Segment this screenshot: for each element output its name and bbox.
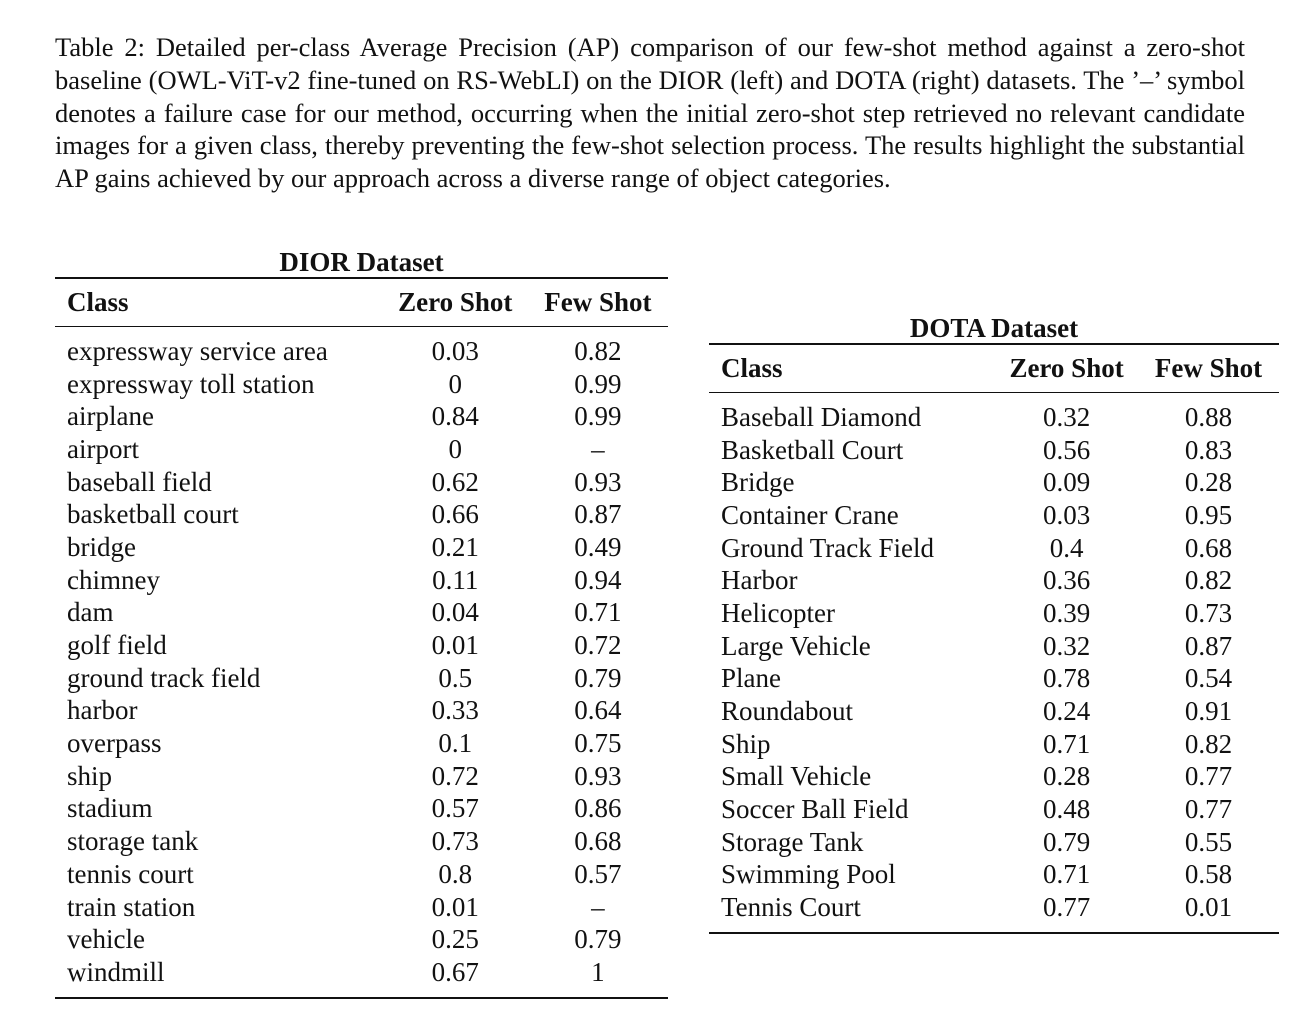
table-cell: 0.72 <box>574 630 622 661</box>
table-cell: 0.28 <box>1184 467 1233 498</box>
table-cell: 0.82 <box>574 335 622 366</box>
table-cell: 0.77 <box>1184 794 1233 825</box>
table-cell: Tennis Court <box>721 892 861 923</box>
dota-body <box>709 393 1279 934</box>
table-cell: 0 <box>448 368 462 399</box>
column-header: Class <box>721 353 783 383</box>
table-row <box>55 858 668 891</box>
table-row <box>55 891 668 924</box>
table-row <box>55 629 668 662</box>
table-row <box>55 498 668 531</box>
table-cell: 0.56 <box>1042 434 1091 465</box>
table-cell: 0.66 <box>431 499 479 530</box>
table-row <box>55 368 668 401</box>
table-cell: 0.39 <box>1042 597 1091 628</box>
column-header: Zero Shot <box>1009 353 1124 383</box>
table-cell: 0.87 <box>574 499 622 530</box>
column-header: Class <box>67 287 129 317</box>
table-cell: 0.11 <box>432 564 479 595</box>
table-row <box>709 761 1279 794</box>
table-row <box>709 466 1279 499</box>
column-header: Few Shot <box>1154 353 1263 383</box>
table-cell: windmill <box>67 956 165 987</box>
table-cell: 0.21 <box>431 531 479 562</box>
dior-header-row <box>55 279 668 327</box>
table-cell: 0.93 <box>574 760 622 791</box>
table-cell: Ship <box>721 728 771 759</box>
table-cell: 0.4 <box>1049 532 1084 563</box>
table-cell: Helicopter <box>721 597 835 628</box>
table-row <box>55 564 668 597</box>
table-cell: Soccer Ball Field <box>721 794 909 825</box>
table-cell: Roundabout <box>721 696 853 727</box>
table-cell: 0.01 <box>431 630 479 661</box>
table-cell: airport <box>67 433 139 464</box>
table-cell: chimney <box>67 564 160 595</box>
table-cell: baseball field <box>67 466 212 497</box>
table-cell: 0.99 <box>574 401 622 432</box>
table-cell: 0.04 <box>431 597 479 628</box>
table-cell: 0.82 <box>1184 565 1233 596</box>
table-cell: airplane <box>67 401 154 432</box>
table-cell: 0.58 <box>1184 859 1233 890</box>
table-cell: 0.84 <box>431 401 479 432</box>
table-cell: 0.77 <box>1042 892 1091 923</box>
table-cell: Plane <box>721 663 781 694</box>
table-row <box>709 859 1279 892</box>
table-row <box>709 663 1279 696</box>
table-cell: 0.79 <box>574 924 622 955</box>
table-row <box>709 434 1279 467</box>
column-header: Few Shot <box>544 287 652 317</box>
table-row <box>55 923 668 956</box>
table-cell: 0.48 <box>1042 794 1091 825</box>
table-cell: 0.8 <box>438 858 473 889</box>
table-cell: 0.57 <box>574 858 622 889</box>
table-row <box>55 597 668 630</box>
table-cell: dam <box>67 597 114 628</box>
table-row <box>55 335 668 368</box>
table-cell: Basketball Court <box>721 434 904 465</box>
table-cell: 0.86 <box>574 793 622 824</box>
table-row <box>55 433 668 466</box>
table-cell: 0.73 <box>431 826 479 857</box>
table-cell: Storage Tank <box>721 826 864 857</box>
table-row <box>55 956 668 989</box>
table-cell: Large Vehicle <box>721 630 871 661</box>
table-cell: 0.32 <box>1042 630 1091 661</box>
table-cell: 0.01 <box>431 891 479 922</box>
table-cell: expressway toll station <box>67 368 315 399</box>
table-cell: 0.01 <box>1184 892 1233 923</box>
table-cell: expressway service area <box>67 335 328 366</box>
table-cell: 0.71 <box>1042 859 1091 890</box>
table-cell: 0.64 <box>574 695 622 726</box>
table-row <box>55 825 668 858</box>
table-cell: ship <box>67 760 113 791</box>
table-row <box>709 826 1279 859</box>
table-cell: 0 <box>448 433 462 464</box>
table-cell: Bridge <box>721 467 795 498</box>
table-cell: vehicle <box>67 924 145 955</box>
table-cell: golf field <box>67 630 167 661</box>
table-cell: basketball court <box>67 499 239 530</box>
dior-title: DIOR Dataset <box>279 247 444 277</box>
dior-body <box>55 327 668 999</box>
table-cell: 0.68 <box>574 826 622 857</box>
table-cell: 0.55 <box>1184 826 1233 857</box>
table-cell: 0.77 <box>1184 761 1233 792</box>
table-row <box>709 891 1279 924</box>
table-cell: 0.32 <box>1042 401 1091 432</box>
table-cell: 0.99 <box>574 368 622 399</box>
table-cell: 0.79 <box>574 662 622 693</box>
table-row <box>55 695 668 728</box>
table-row <box>709 597 1279 630</box>
table-cell: 0.75 <box>574 728 622 759</box>
table-cell: 0.5 <box>438 662 473 693</box>
table-row <box>55 662 668 695</box>
table-cell: 0.1 <box>438 728 473 759</box>
table-cell: Harbor <box>721 565 798 596</box>
table-cell: 0.62 <box>431 466 479 497</box>
table-row <box>709 728 1279 761</box>
table-row <box>55 466 668 499</box>
table-cell: ground track field <box>67 662 261 693</box>
table-cell: stadium <box>67 793 153 824</box>
table-cell: train station <box>67 891 196 922</box>
table-cell: harbor <box>67 695 138 726</box>
table-cell: Container Crane <box>721 499 899 530</box>
table-cell: 0.03 <box>1042 499 1091 530</box>
dota-title: DOTA Dataset <box>909 313 1079 343</box>
table-cell: 0.88 <box>1184 401 1233 432</box>
dior-table <box>55 247 668 999</box>
table-row <box>709 532 1279 565</box>
column-header: Zero Shot <box>398 287 513 317</box>
table-cell: tennis court <box>67 858 194 889</box>
table-cell: – <box>591 433 605 464</box>
table-row <box>709 695 1279 728</box>
table-cell: 0.36 <box>1042 565 1091 596</box>
table-cell: 0.57 <box>431 793 479 824</box>
table-caption: Table 2: Detailed per-class Average Precision (AP) comparison of our few-shot method against a zero-shot baseline (OWL-ViT-v2 fine-tuned on RS-WebLI) on the DIOR (left) and DOTA (right) datasets. The ’–’ symbol denotes a failure case for our method, occurring when the initial zero-shot step retrieved no relevant candidate images for a given class, thereby preventing the few-shot selection process. The results highlight the substantial AP gains achieved by our approach across a diverse range of object categories. <box>55 32 1245 194</box>
table-cell: Small Vehicle <box>721 761 872 792</box>
table-cell: bridge <box>67 531 136 562</box>
table-row <box>709 630 1279 663</box>
table-cell: 0.71 <box>574 597 622 628</box>
table-row <box>709 793 1279 826</box>
table-cell: 0.91 <box>1184 696 1233 727</box>
table-cell: 1 <box>591 956 605 987</box>
table-row <box>709 564 1279 597</box>
table-cell: overpass <box>67 728 162 759</box>
table-cell: 0.25 <box>431 924 479 955</box>
table-cell: 0.54 <box>1184 663 1233 694</box>
table-cell: 0.95 <box>1184 499 1233 530</box>
table-cell: 0.82 <box>1184 728 1233 759</box>
table-cell: 0.03 <box>431 335 479 366</box>
table-cell: 0.28 <box>1042 761 1091 792</box>
table-row <box>55 793 668 826</box>
table-cell: 0.09 <box>1042 467 1091 498</box>
table-cell: 0.87 <box>1184 630 1233 661</box>
table-cell: 0.67 <box>431 956 479 987</box>
table-cell: 0.71 <box>1042 728 1091 759</box>
table-cell: 0.94 <box>574 564 622 595</box>
dota-table <box>709 313 1279 934</box>
table-cell: 0.24 <box>1042 696 1091 727</box>
table-cell: 0.49 <box>574 531 622 562</box>
table-cell: 0.72 <box>431 760 479 791</box>
table-cell: Swimming Pool <box>721 859 896 890</box>
table-row <box>55 727 668 760</box>
table-row <box>55 531 668 564</box>
table-cell: Baseball Diamond <box>721 401 922 432</box>
table-cell: 0.93 <box>574 466 622 497</box>
table-cell: 0.73 <box>1184 597 1233 628</box>
table-cell: 0.78 <box>1042 663 1091 694</box>
table-cell: storage tank <box>67 826 199 857</box>
table-cell: 0.68 <box>1184 532 1233 563</box>
table-cell: 0.83 <box>1184 434 1233 465</box>
dota-header-row <box>709 345 1279 393</box>
table-row <box>709 499 1279 532</box>
table-cell: Ground Track Field <box>721 532 935 563</box>
table-row <box>709 401 1279 434</box>
table-cell: 0.33 <box>431 695 479 726</box>
table-row <box>55 400 668 433</box>
table-cell: 0.79 <box>1042 826 1091 857</box>
table-cell: – <box>591 891 605 922</box>
table-row <box>55 760 668 793</box>
